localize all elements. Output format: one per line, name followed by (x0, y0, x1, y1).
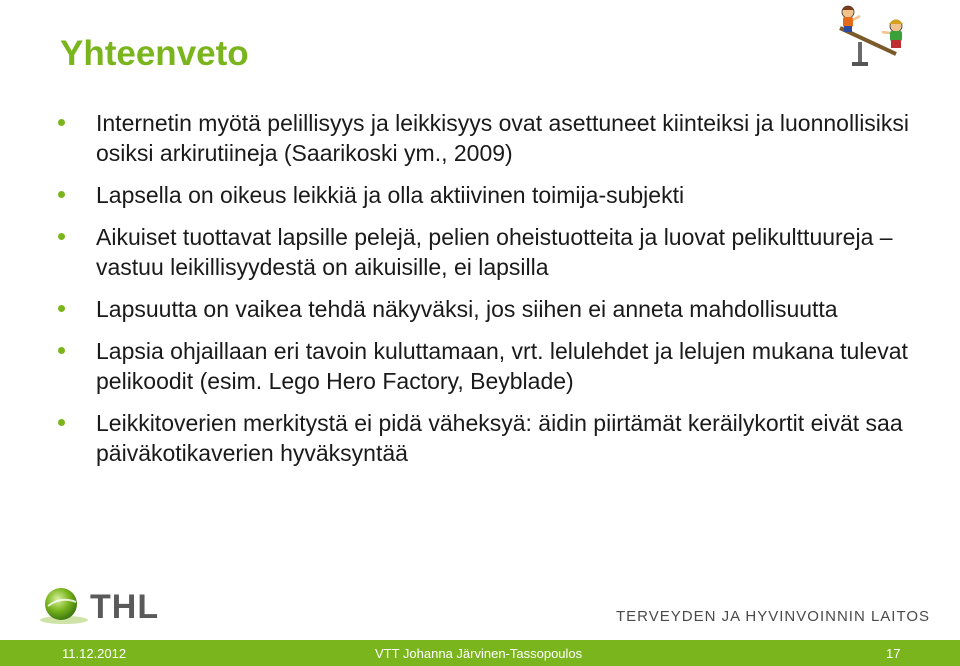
footer-bar (0, 640, 960, 666)
bullet-dot-icon (58, 119, 65, 126)
bullet-dot-icon (58, 233, 65, 240)
bullet-item (58, 336, 918, 396)
bullet-text: Internetin myötä pelillisyys ja leikkisyys ovat asettuneet kiinteiksi ja luonnollisiksi osiksi arkirutiineja (Saarikoski ym., 2009) (96, 110, 910, 166)
logo-text: THL (90, 588, 160, 626)
bullet-item (58, 180, 918, 210)
bullet-list (58, 108, 918, 480)
footer-author: VTT Johanna Järvinen-Tassopoulos (375, 646, 583, 661)
bullet-dot-icon (58, 347, 65, 354)
bullet-item (58, 408, 918, 468)
bullet-dot-icon (58, 305, 65, 312)
bullet-text: Lapsuutta on vaikea tehdä näkyväksi, jos siihen ei anneta mahdollisuutta (96, 296, 838, 322)
bullet-text: Aikuiset tuottavat lapsille pelejä, pelien oheistuotteita ja luovat pelikulttuureja – vastuu leikillisyydestä on aikuisille, ei lapsilla (96, 224, 893, 280)
bullet-item (58, 222, 918, 282)
children-seesaw-illustration (834, 2, 914, 68)
slide-title: Yhteenveto (60, 34, 249, 73)
bullet-dot-icon (58, 419, 65, 426)
footer-date: 11.12.2012 (62, 646, 127, 661)
bullet-dot-icon (58, 191, 65, 198)
bullet-text: Leikkitoverien merkitystä ei pidä väheksyä: äidin piirtämät keräilykortit eivät saa päiväkotikaverien hyväksyntää (96, 410, 903, 466)
page-number: 17 (886, 646, 901, 661)
bullet-text: Lapsia ohjaillaan eri tavoin kuluttamaan, vrt. lelulehdet ja lelujen mukana tulevat pelikoodit (esim. Lego Hero Factory, Beyblade) (96, 338, 908, 394)
bullet-item (58, 294, 918, 324)
organization-name: TERVEYDEN JA HYVINVOINNIN LAITOS (616, 608, 931, 625)
bullet-item (58, 108, 918, 168)
bullet-text: Lapsella on oikeus leikkiä ja olla aktiivinen toimija-subjekti (96, 182, 685, 208)
